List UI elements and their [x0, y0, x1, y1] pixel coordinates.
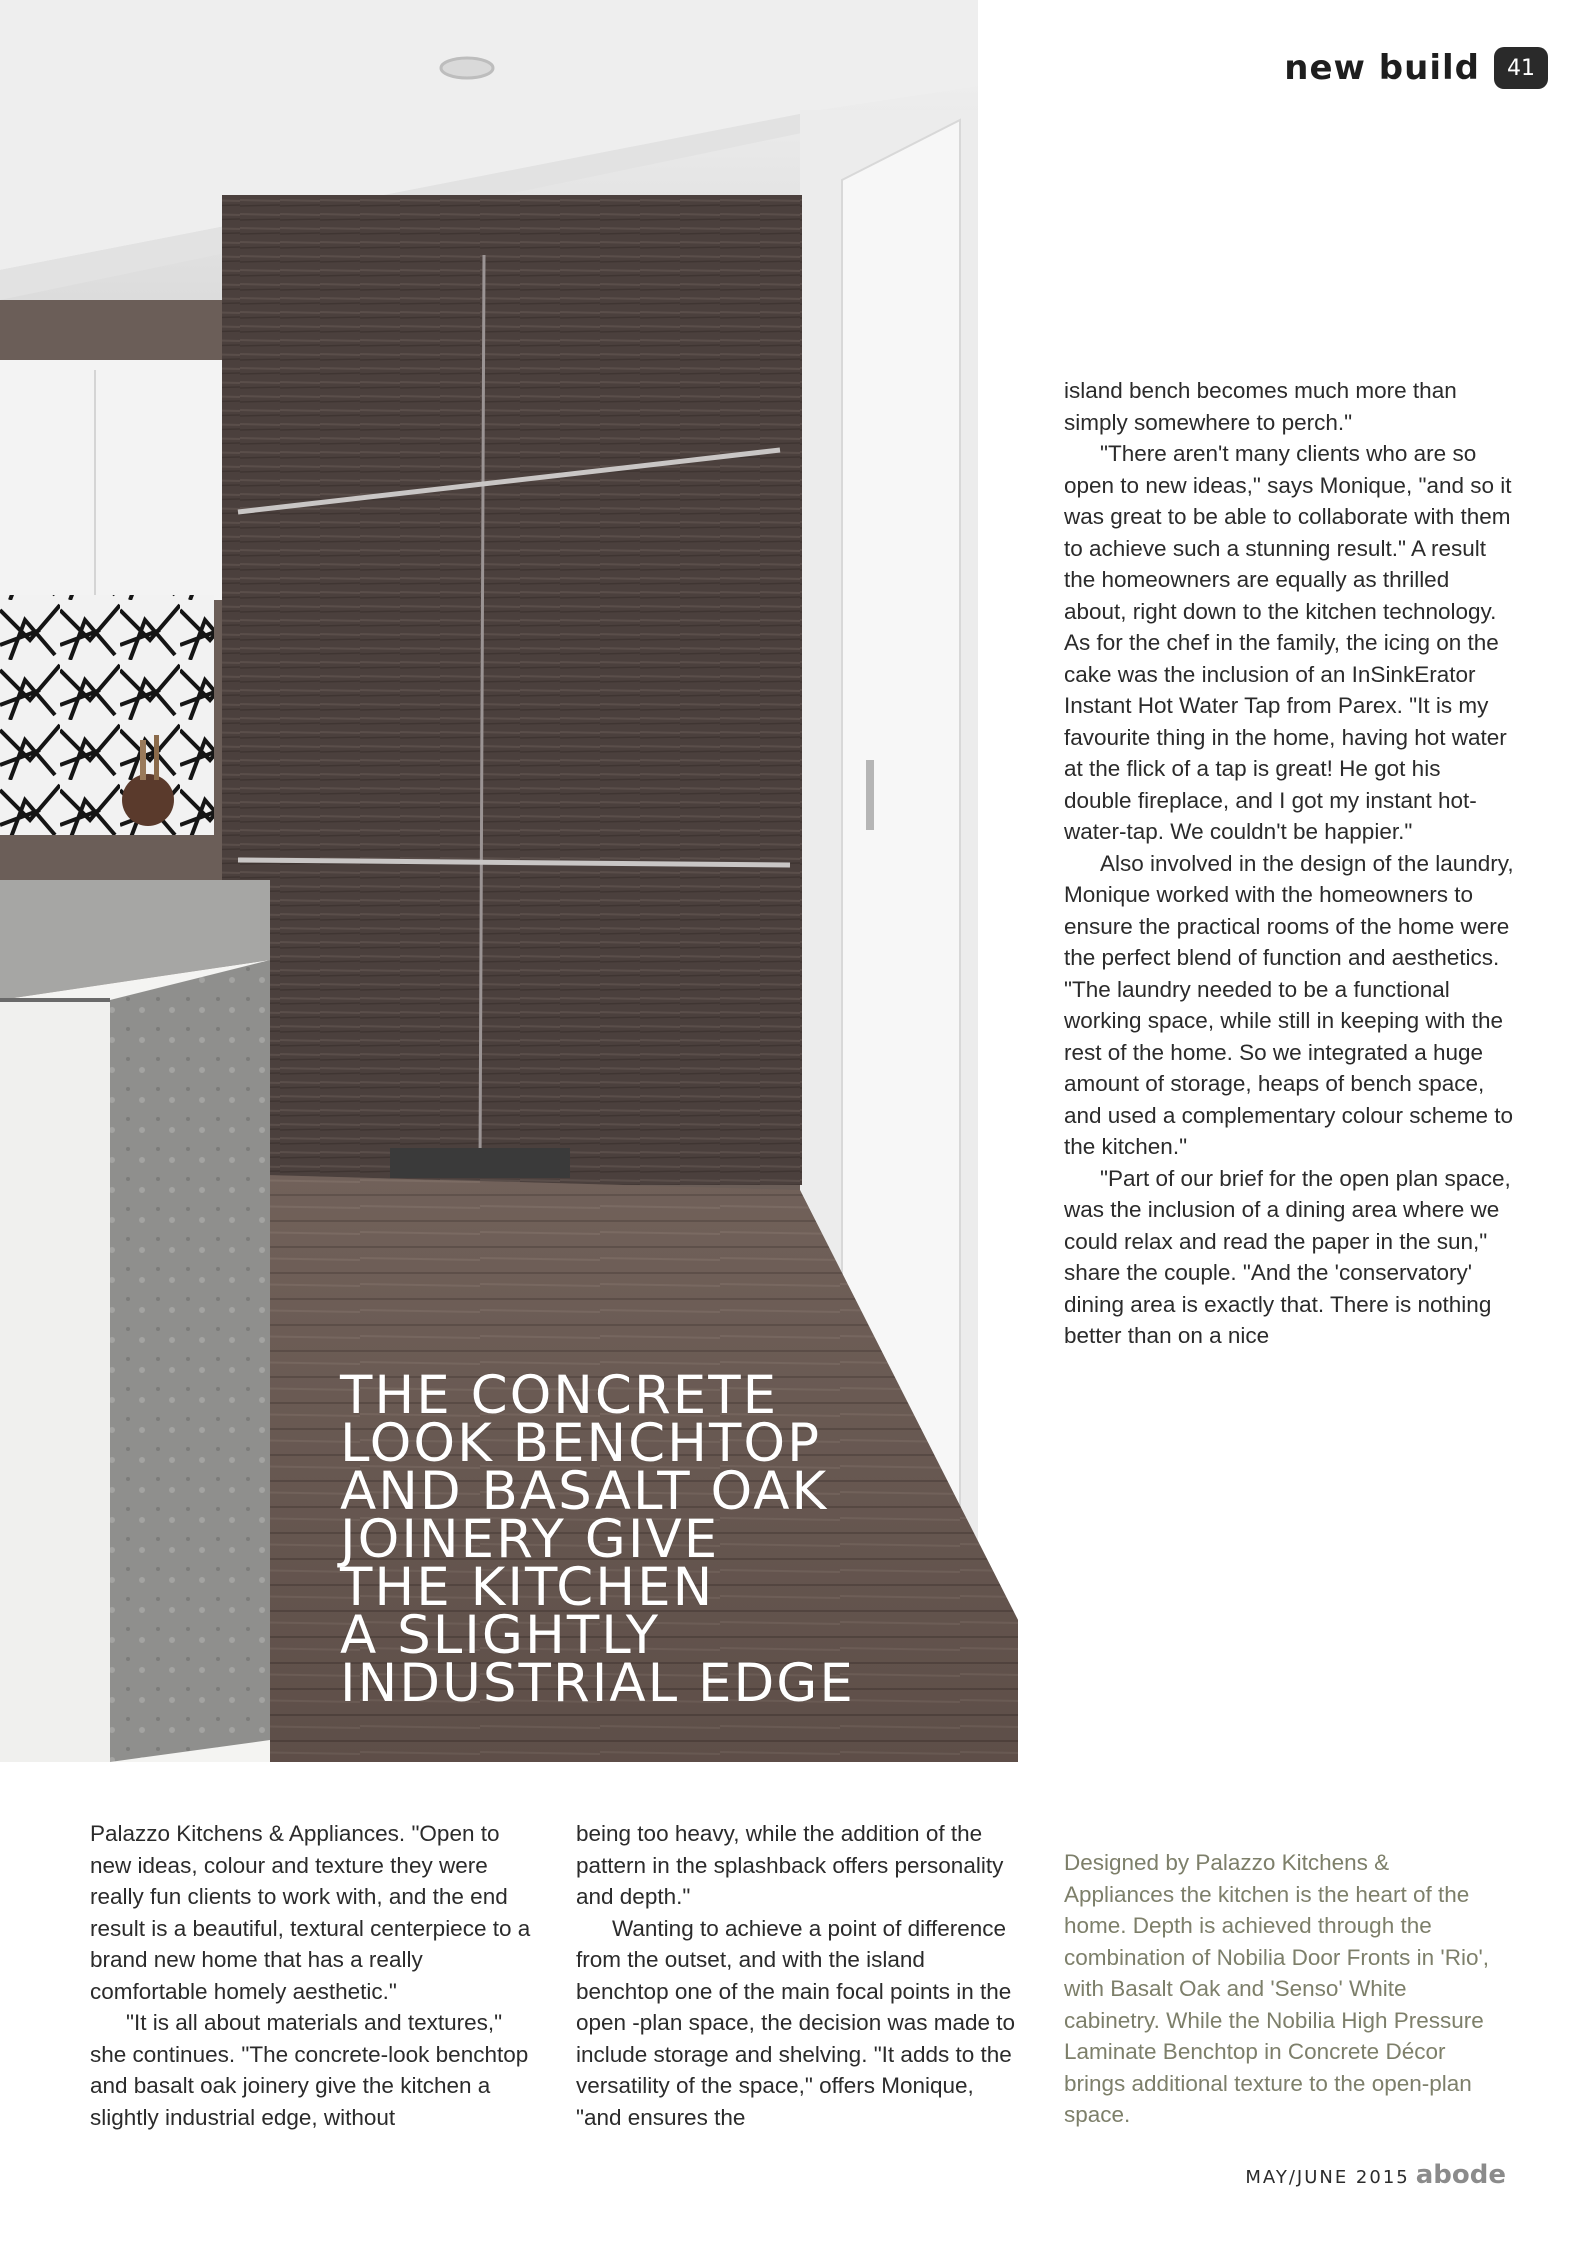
paragraph: Palazzo Kitchens & Appliances. "Open to new ideas, colour and texture they were really fun clients to work with, and the end result is a beautiful, textural centerpiece to a brand new home that has a really comfortable homely aesthetic."	[90, 1821, 531, 2004]
paragraph: Wanting to achieve a point of difference from the outset, and with the island benchtop one of the main focal points in the open -plan space, the decision was made to include storage and shelving. "It adds to the versatility of the space," offers Monique, "and ensures the	[576, 1915, 1016, 2130]
article-column-bottom-left	[90, 1818, 540, 2133]
paragraph: being too heavy, while the addition of the pattern in the splashback offers personality and depth."	[576, 1821, 1004, 1909]
section-title: new build	[1284, 48, 1480, 88]
article-column-right	[1064, 375, 1514, 1352]
paragraph: "It is all about materials and textures," she continues. "The concrete-look benchtop and basalt oak joinery give the kitchen a slightly industrial edge, without	[90, 2010, 529, 2130]
photo-caption: Designed by Palazzo Kitchens & Appliances the kitchen is the heart of the home. Depth is achieved through the combination of Nobilia Door Fronts in 'Rio', with Basalt Oak and 'Senso' White cabinetry. While the Nobilia High Pressure Laminate Benchtop in Concrete Décor brings additional texture to the open-plan space.	[1064, 1850, 1490, 2127]
paragraph: "Part of our brief for the open plan space, was the inclusion of a dining area where we could relax and read the paper in the sun," share the couple. "And the 'conservatory' dining area is exactly that. There is nothing better than on a nice	[1064, 1165, 1511, 1348]
pull-quote: THE CONCRETE LOOK BENCHTOP AND BASALT OAK JOINERY GIVE THE KITCHEN A SLIGHTLY INDUSTRIAL EDGE	[340, 1365, 855, 1714]
paragraph: Also involved in the design of the laundry, Monique worked with the homeowners to ensure the practical rooms of the home were the perfect blend of function and aesthetics. "The laundry needed to be a functional working space, while still in keeping with the rest of the home. So we integrated a huge amount of storage, heaps of bench space, and used a complementary colour scheme to the kitchen."	[1064, 850, 1514, 1159]
page-footer	[1245, 2160, 1506, 2190]
paragraph: "There aren't many clients who are so open to new ideas," says Monique, "and so it was great to be able to collaborate with them to achieve such a stunning result." A result the homeowners are equally as thrilled about, right down to the kitchen technology. As for the chef in the family, the icing on the cake was the inclusion of an InSinkErator Instant Hot Water Tap from Parex. "It is my favourite thing in the home, having hot water at the flick of a tap is great! He got his double fireplace, and I got my instant hot-water-tap. We couldn't be happier."	[1064, 441, 1512, 844]
magazine-logo: abode	[1415, 2160, 1506, 2190]
issue-date: MAY/JUNE 2015	[1245, 2167, 1410, 2188]
article-column-bottom-middle	[576, 1818, 1016, 2133]
page-number-badge: 41	[1494, 47, 1548, 89]
page-header	[1284, 46, 1548, 90]
paragraph: island bench becomes much more than simply somewhere to perch."	[1064, 378, 1457, 435]
